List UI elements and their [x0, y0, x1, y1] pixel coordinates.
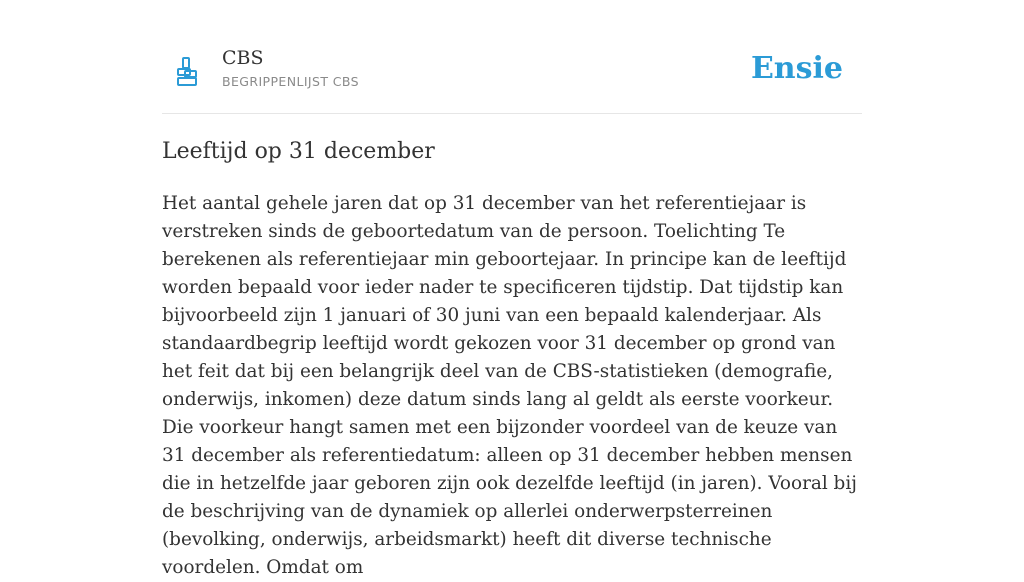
cbs-logo-icon[interactable]: [176, 57, 198, 87]
source-subtitle: BEGRIPPENLIJST CBS: [222, 74, 359, 89]
page-header: [162, 30, 862, 114]
page-title: Leeftijd op 31 december: [162, 139, 435, 164]
ensie-logo[interactable]: Ensie: [750, 51, 843, 86]
definition-text: Het aantal gehele jaren dat op 31 december van het referentiejaar is verstreken sinds de geboortedatum van de persoon. Toelichting Te berekenen als referentiejaar min geboortejaar. In principe kan de leeftijd worden bepaald voor ieder nader te specificeren tijdstip. Dat tijdstip kan bijvoorbeeld zijn 1 januari of 30 juni van een bepaald kalenderjaar. Als standaardbegrip leeftijd wordt gekozen voor 31 december op grond van het feit dat bij een belangrijk deel van de CBS-statistieken (demografie, onderwijs, inkomen) deze datum sinds lang al geldt als eerste voorkeur. Die voorkeur hangt samen met een bijzonder voordeel van de keuze van 31 december als referentiedatum: alleen op 31 december hebben mensen die in hetzelfde jaar geboren zijn ook dezelfde leeftijd (in jaren). Vooral bij de beschrijving van de dynamiek op allerlei onderwerpsterreinen (bevolking, onderwijs, arbeidsmarkt) heeft dit diverse technische voordelen. Omdat om: [162, 193, 857, 578]
source-name[interactable]: CBS: [222, 47, 264, 69]
